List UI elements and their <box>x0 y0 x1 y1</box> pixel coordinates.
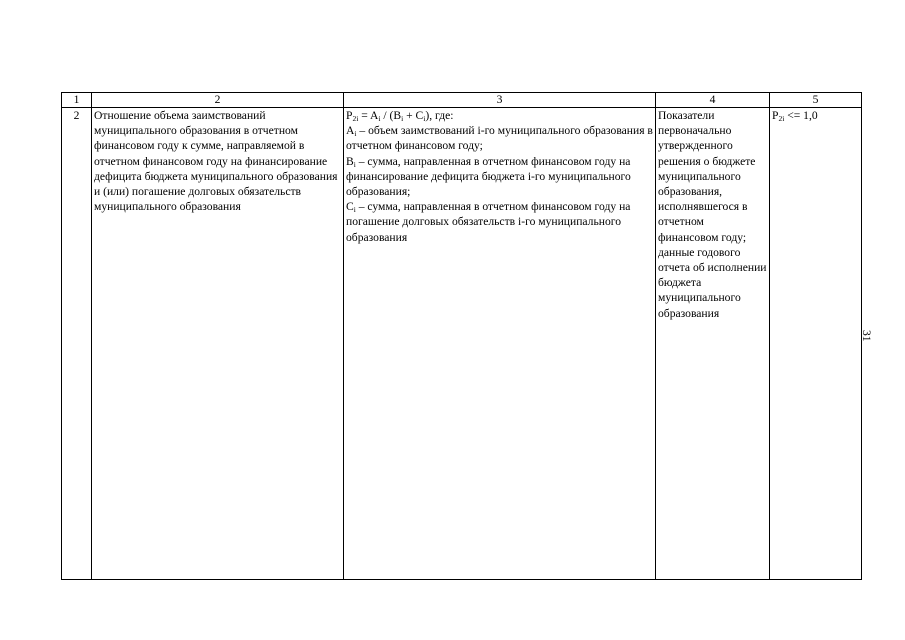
page-number: 31 <box>860 330 873 342</box>
formula-cell <box>344 108 656 580</box>
header-cell-2: 2 <box>92 93 344 108</box>
indicator-description-cell: Отношение объема заимствований муниципального образования в отчетном финансовом году к сумме, направляемой в отчетном финансовом году на финансирование дефицита бюджета муниципального образования и (или) погашение долговых обязательств муниципального образования <box>92 108 344 580</box>
definition-c: $C_i$ – сумма, направленная в отчетном финансовом году на погашение долговых обязательств i-го муниципального образования <box>346 200 631 244</box>
table-header-row <box>62 93 862 108</box>
data-source-cell <box>656 108 770 580</box>
data-source-line-2: данные годового отчета об исполнении бюджета муниципального образования <box>658 245 767 320</box>
header-cell-5: 5 <box>770 93 862 108</box>
header-cell-4: 4 <box>656 93 770 108</box>
formula-line: $P_{2i} = A_i / (B_i + C_i)$, где: <box>346 109 454 123</box>
header-cell-1: 1 <box>62 93 92 108</box>
criteria-table <box>61 92 862 580</box>
header-cell-3: 3 <box>344 93 656 108</box>
row-number-cell: 2 <box>62 108 92 580</box>
definition-a: $A_i$ – объем заимствований i-го муниципального образования в отчетном финансовом году; <box>346 124 653 153</box>
threshold-cell: $P_{2i} <= 1,0$ <box>770 108 862 580</box>
table-row <box>62 108 862 580</box>
definition-b: $B_i$ – сумма, направленная в отчетном финансовом году на финансирование дефицита бюджета i-го муниципального образования; <box>346 154 631 199</box>
data-source-line-1: Показатели первоначально утвержденного решения о бюджете муниципального образования, исполнявшегося в отчетном финансовом году; <box>658 109 756 244</box>
